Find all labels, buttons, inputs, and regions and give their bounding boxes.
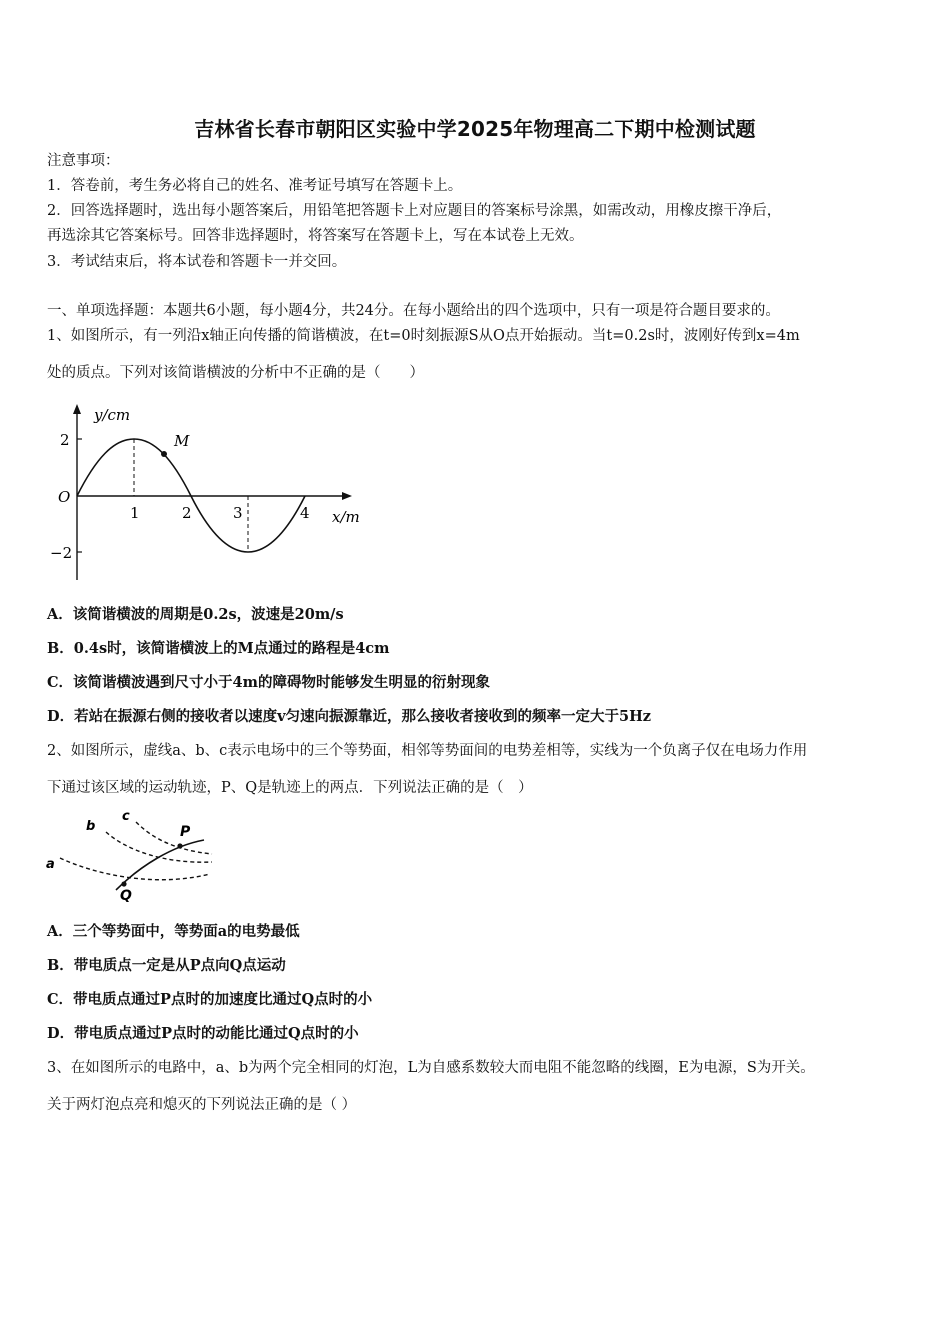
section-heading: 一、单项选择题：本题共6小题，每小题4分，共24分。在每小题给出的四个选项中，只有一项是符合题目要求的。	[47, 303, 780, 319]
q1-option-a: A．该简谐横波的周期是0.2s，波速是20m/s	[47, 606, 344, 623]
y-tick-neg2: −2	[50, 544, 73, 562]
x-tick-2: 2	[182, 504, 192, 522]
q2-option-a: A．三个等势面中，等势面a的电势最低	[47, 923, 300, 940]
q2-stem-line2: 下通过该区域的运动轨迹，P、Q是轨迹上的两点．下列说法正确的是（ ）	[47, 780, 533, 796]
q1-option-b: B．0.4s时，该简谐横波上的M点通过的路程是4cm	[47, 640, 390, 657]
label-c: c	[122, 810, 130, 824]
y-axis-label: y/cm	[94, 406, 131, 424]
q1-option-c: C．该简谐横波遇到尺寸小于4m的障碍物时能够发生明显的衍射现象	[47, 674, 490, 691]
label-p: P	[180, 824, 191, 840]
page-title: 吉林省长春市朝阳区实验中学2025年物理高二下期中检测试题	[194, 117, 756, 141]
q2-option-d: D．带电质点通过P点时的动能比通过Q点时的小	[47, 1025, 359, 1042]
point-q	[121, 881, 126, 886]
point-p	[177, 843, 182, 848]
x-axis-arrow	[342, 492, 352, 500]
q1-stem-line2: 处的质点。下列对该简谐横波的分析中不正确的是（ ）	[47, 365, 424, 381]
notice-item-2-cont: 再选涂其它答案标号。回答非选择题时，将答案写在答题卡上，写在本试卷上无效。	[47, 228, 584, 244]
y-axis-arrow	[73, 404, 81, 414]
notice-heading: 注意事项：	[47, 153, 120, 169]
q2-option-c: C．带电质点通过P点时的加速度比通过Q点时的小	[47, 991, 373, 1008]
x-axis-label: x/m	[332, 508, 360, 526]
point-m-label: M	[174, 432, 190, 450]
notice-item-3: 3．考试结束后，将本试卷和答题卡一并交回。	[47, 254, 347, 270]
label-b: b	[86, 819, 96, 834]
notice-item-2: 2．回答选择题时，选出每小题答案后，用铅笔把答题卡上对应题目的答案标号涂黑，如需改动，用橡皮擦干净后，	[47, 203, 782, 219]
y-tick-2: 2	[60, 431, 70, 449]
x-tick-3: 3	[233, 504, 243, 522]
q2-option-b: B．带电质点一定是从P点向Q点运动	[47, 957, 286, 974]
x-tick-1: 1	[130, 504, 140, 522]
q1-stem-line1: 1、如图所示，有一列沿x轴正向传播的简谐横波，在t=0时刻振源S从O点开始振动。当t=0.2s时，波刚好传到x=4m	[47, 328, 800, 344]
q2-field-figure	[44, 810, 224, 905]
label-q: Q	[120, 888, 132, 904]
label-a: a	[46, 857, 55, 872]
point-m	[161, 451, 167, 457]
q3-stem-line2: 关于两灯泡点亮和熄灭的下列说法正确的是（ ）	[47, 1097, 357, 1113]
q3-stem-line1: 3、在如图所示的电路中，a、b为两个完全相同的灯泡，L为自感系数较大而电阻不能忽略的线圈，E为电源，S为开关。	[47, 1060, 815, 1076]
equipotential-a	[60, 858, 210, 880]
q2-stem-line1: 2、如图所示，虚线a、b、c表示电场中的三个等势面，相邻等势面间的电势差相等，实线为一个负离子仅在电场力作用	[47, 743, 808, 759]
q1-option-d: D．若站在振源右侧的接收者以速度v匀速向振源靠近，那么接收者接收到的频率一定大于5Hz	[47, 708, 652, 725]
origin-label: O	[58, 488, 71, 506]
notice-item-1: 1．答卷前，考生务必将自己的姓名、准考证号填写在答题卡上。	[47, 178, 463, 194]
x-tick-4: 4	[300, 504, 310, 522]
q1-wave-figure	[46, 402, 376, 582]
